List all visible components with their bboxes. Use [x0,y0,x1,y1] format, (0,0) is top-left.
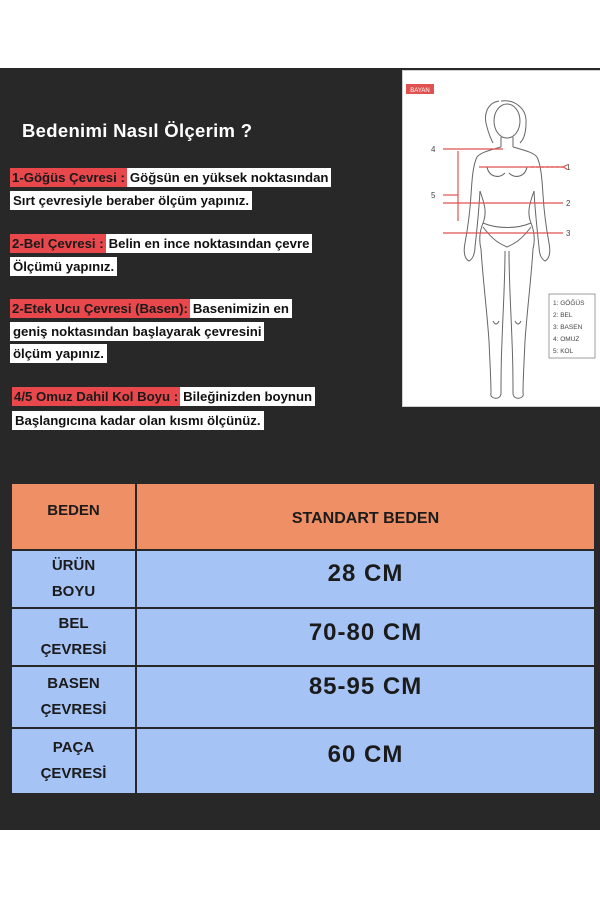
table-header-beden: BEDEN [12,484,135,549]
legend-5: 5: KOL [553,348,574,355]
table-row-label [12,729,135,793]
legend-2: 2: BEL [553,312,573,319]
woman-figure-icon [464,101,550,399]
row-label-line: ÇEVRESİ [40,641,107,658]
row-label-line: BEL [58,615,89,632]
row-label-line: ÇEVRESİ [40,765,107,782]
instruction-3-label: 2-Etek Ucu Çevresi (Basen): [12,301,188,316]
instruction-3-text-2: geniş noktasından başlayarak çevresini [10,322,264,341]
measurement-lines [443,149,567,233]
table-row-value: 70-80 CM [137,609,594,665]
instruction-1-line-1 [10,168,331,187]
marker-4: 4 [431,145,436,154]
instruction-4-text-2: Başlangıcına kadar olan kısmı ölçünüz. [12,411,264,430]
table-row-label [12,551,135,607]
marker-5: 5 [431,191,436,200]
table-row-value: 28 CM [137,551,594,607]
instruction-4-line-2 [12,411,264,430]
row-label-line: BOYU [51,583,96,600]
row-label-line: ÇEVRESİ [40,701,107,718]
instruction-1-text: Göğsün en yüksek noktasından [127,168,332,187]
instruction-4-line-1 [12,387,315,406]
instruction-3-line-2 [10,322,264,341]
row-label-line: BASEN [47,675,100,692]
table-header-standart-beden: STANDART BEDEN [137,484,594,549]
marker-1: 1 [566,163,571,172]
instruction-3-text-3: ölçüm yapınız. [10,344,107,363]
table-row-value: 60 CM [137,729,594,793]
body-measurement-diagram [402,70,600,407]
legend-1: 1: GÖĞÜS [553,300,585,307]
legend-3: 3: BASEN [553,324,583,331]
marker-2: 2 [566,199,571,208]
instruction-4-label: 4/5 Omuz Dahil Kol Boyu : [14,389,179,404]
table-row-value: 85-95 CM [137,667,594,727]
instruction-1-line-2 [10,191,252,210]
legend-4: 4: OMUZ [553,336,580,343]
instruction-1-label: 1-Göğüs Çevresi : [12,170,125,185]
instruction-2-line-1 [10,234,312,253]
page-title: Bedenimi Nasıl Ölçerim ? [22,120,253,141]
instruction-2-line-2 [10,257,117,276]
size-table [12,484,594,793]
instruction-3-line-1 [10,299,292,318]
instruction-4-text: Bileğinizden boynun [180,387,315,406]
instruction-3-line-3 [10,344,107,363]
size-guide-panel [0,68,600,830]
instruction-1-text-2: Sırt çevresiyle beraber ölçüm yapınız. [10,191,252,210]
table-row-label [12,609,135,665]
instruction-2-text: Belin en ince noktasından çevre [106,234,313,253]
row-label-line: PAÇA [52,739,95,756]
diagram-tag: BAYAN [410,88,430,94]
row-label-line: ÜRÜN [51,557,96,574]
marker-3: 3 [566,229,571,238]
instruction-3-text: Basenimizin en [190,299,292,318]
instruction-2-label: 2-Bel Çevresi : [12,236,104,251]
table-row-label [12,667,135,727]
instruction-2-text-2: Ölçümü yapınız. [10,257,117,276]
